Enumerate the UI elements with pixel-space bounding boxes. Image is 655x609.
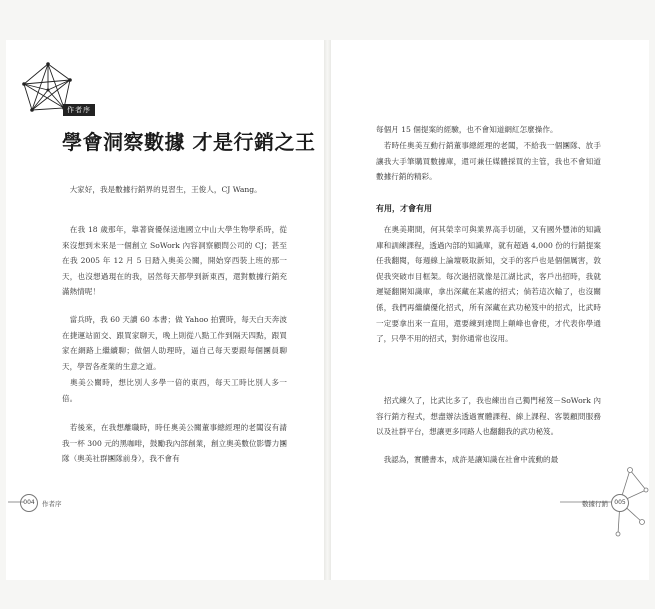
folio-label-left: 作者序 [42, 500, 62, 508]
left-paragraph-5: 若後來，在我想離職時，時任奧美公關董事總經理的老闆沒有請我一杯 300 元的黑咖啡，鼓勵我內部創業，創立奧美數位影響力團隊（奧美社群團隊前身），我不會有 [62, 423, 287, 464]
right-paragraph-2: 若時任奧美互動行銷董事總經理的老闆，不給我一個團隊、放手讓我大手筆購買數據庫，還可兼任媒體採買的主管，我也不會知道數據行銷的精彩。 [376, 141, 601, 182]
section-subhead: 有用，才會有用 [376, 204, 432, 213]
preface-tag: 作者序 [63, 104, 95, 116]
left-paragraph-4: 奧美公關時，想比別人多學一倍的東西，每天工時比別人多一倍。 [62, 378, 287, 403]
right-paragraph-3: 在奧美期間，何其榮幸可與業界高手切磋，又有國外豐沛的知識庫和訓練課程，透過內部的知識庫，就有超過 4,000 份的行銷提案任我翻閱，每週線上論壇吸取新知，交手的客戶也是個個厲害，敦促我突破市目框架。每次過招就像是江湖比武，客戶出招時，我就遲疑翻開知識庫，拿出深藏在某處的招式；倘若這次輸了，也沒關係，我們再繼續優化招式，所有深藏在武功秘笈中的招式，比武時一定要拿出來一直用，還要練到達問上顛峰也會使，才代表你學通了，只學不用的招式，對你通常也沒用。 [376, 225, 601, 344]
page-number-left: 004 [20, 494, 38, 512]
right-paragraph-4: 招式練久了，比武比多了，我也練出自己獨門秘笈－SoWork 內容行銷方程式，想盡辦法透過實體課程、線上課程、客製顧問服務以及社群平台，想讓更多同路人也翻翻我的武功秘笈。 [376, 396, 601, 437]
right-paragraph-5: 我認為，實體書本，成許是讓知識在社會中流動的最 [376, 455, 559, 464]
page-number-right: 005 [611, 494, 629, 512]
left-paragraph-2: 在我 18 歲那年，靠著資優保送進國立中山大學生物學系時，從來沒想到未來是一個創立 SoWork 內容洞察顧問公司的 CJ；甚至在我 2005 年 12 月 5 日踏入奧美公關，開始穿西裝上班的那一天，也沒想過現在的我，居然每天都學到新東西，還對數據行銷充滿熱情呢！ [62, 225, 287, 297]
folio-label-right: 數據行銷 [582, 500, 608, 508]
left-paragraph-3: 當兵時，我 60 天讀 60 本書；做 Yahoo 拍賣時，每天白天奔波在捷運站面交、跟買家聊天，晚上則從八點工作到隔天四點，跟買家在網路上繼續聊；做個人助理時，逼自己每天要跟每個團員聊天，學習各產業的生意之道。 [62, 315, 287, 371]
book-gutter [324, 40, 331, 580]
left-paragraph-1: 大家好，我是數據行銷界的見習生，王俊人，CJ Wang。 [62, 185, 262, 194]
right-paragraph-1: 每個月 15 個提案的經驗，也不會知道網紅怎麼操作。 [376, 125, 558, 134]
page-title: 學會洞察數據 才是行銷之王 [62, 130, 316, 154]
